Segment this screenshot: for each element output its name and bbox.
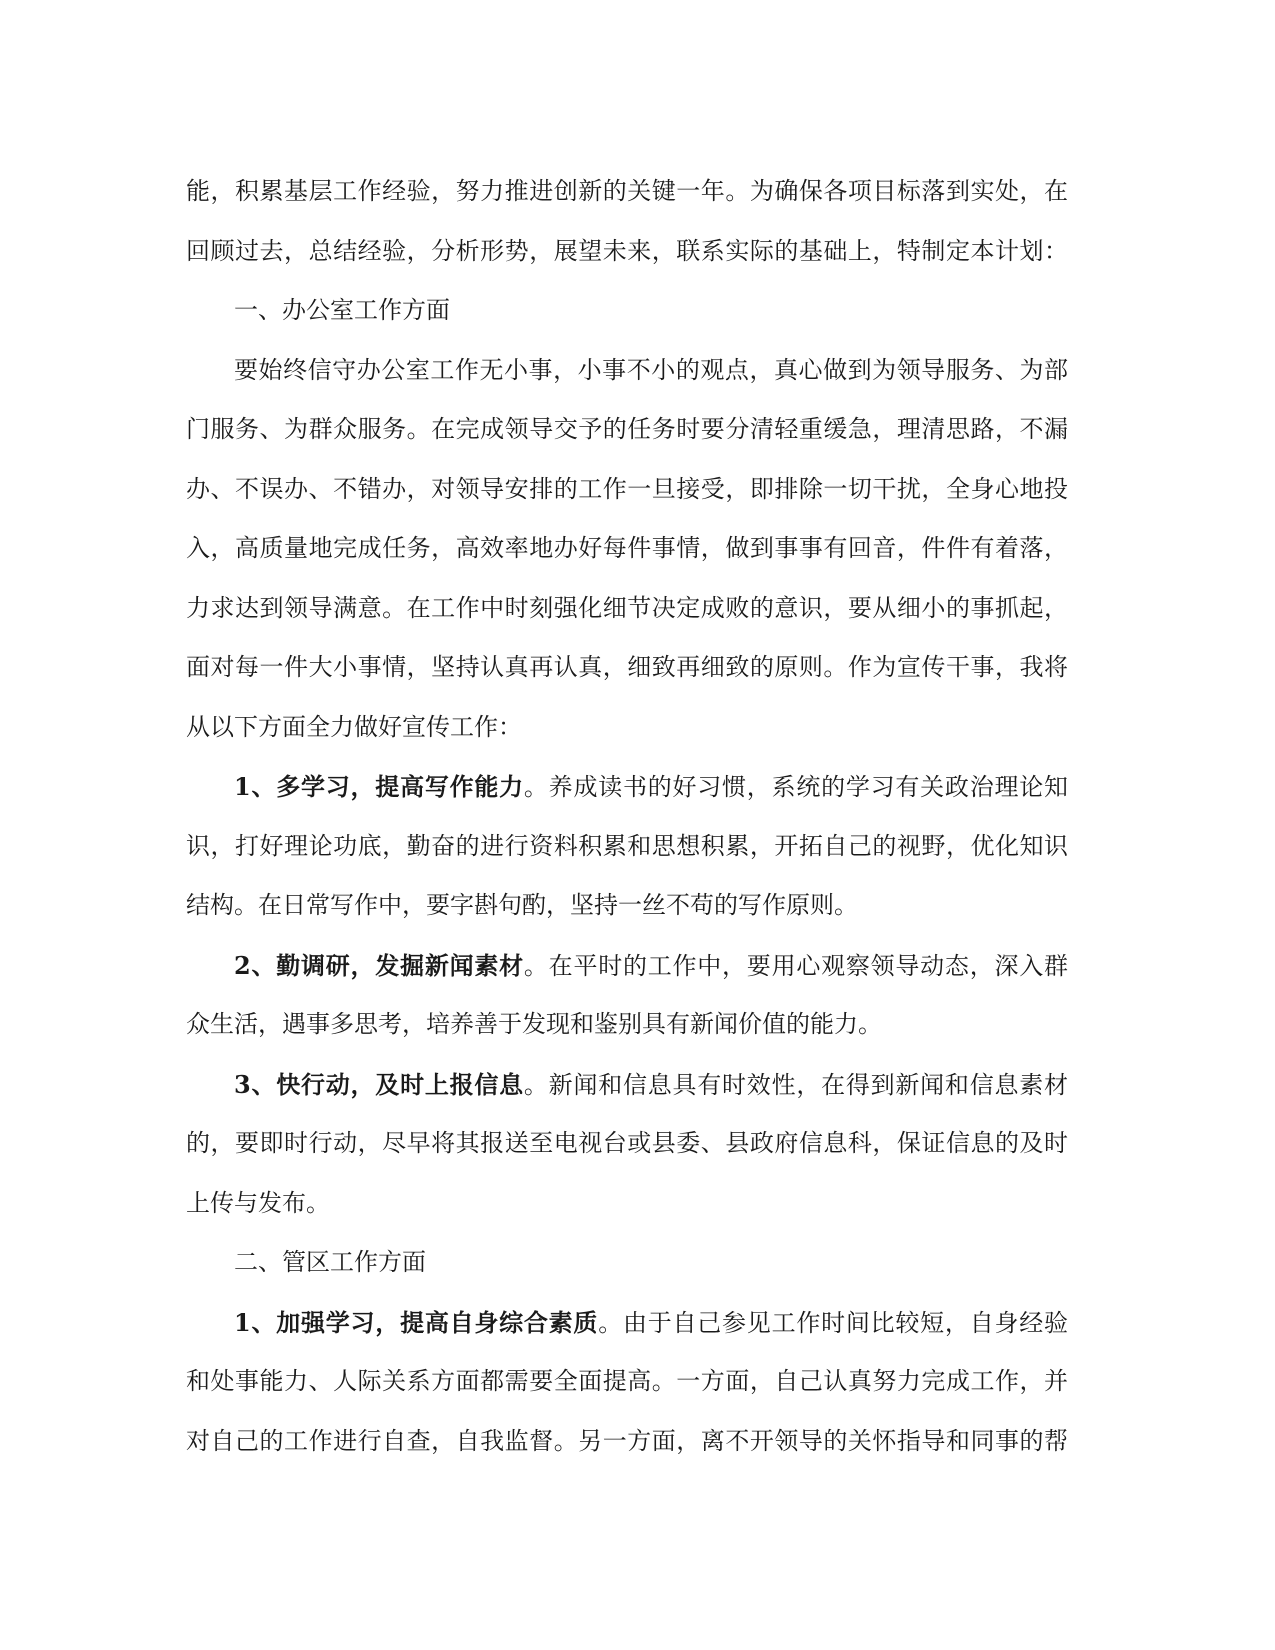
line-text: 从以下方面全力做好宣传工作： xyxy=(186,712,522,741)
text-line xyxy=(186,1114,1068,1174)
text-line xyxy=(186,995,1068,1055)
bold-heading: 3、快行动，及时上报信息 xyxy=(234,1069,524,1099)
line-text: 。在平时的工作中，要用心观察领导动态，深入群 xyxy=(523,951,1069,980)
line-text: 入，高质量地完成任务，高效率地办好每件事情，做到事事有回音，件件有着落， xyxy=(186,534,1068,562)
text-line xyxy=(186,281,1068,341)
line-text: 识，打好理论功底，勤奋的进行资料积累和思想积累，开拓自己的视野，优化知识 xyxy=(186,831,1068,860)
text-line xyxy=(186,222,1068,282)
line-text: 众生活，遇事多思考，培养善于发现和鉴别具有新闻价值的能力。 xyxy=(186,1010,882,1038)
text-line xyxy=(186,757,1068,817)
text-line xyxy=(186,460,1068,520)
text-line xyxy=(186,1293,1068,1353)
bold-heading: 1、多学习，提高写作能力 xyxy=(234,772,524,801)
line-text: 。新闻和信息具有时效性，在得到新闻和信息素材 xyxy=(523,1070,1069,1099)
line-text: 回顾过去，总结经验，分析形势，展望未来，联系实际的基础上，特制定本计划： xyxy=(186,236,1068,265)
text-line xyxy=(186,936,1068,996)
text-line xyxy=(186,698,1068,758)
line-text: 要始终信守办公室工作无小事，小事不小的观点，真心做到为领导服务、为部 xyxy=(234,355,1068,384)
bold-heading: 2、勤调研，发掘新闻素材 xyxy=(234,950,524,980)
line-text: 门服务、为群众服务。在完成领导交予的任务时要分清轻重缓急，理清思路，不漏 xyxy=(186,415,1068,443)
line-text: 力求达到领导满意。在工作中时刻强化细节决定成败的意识，要从细小的事抓起， xyxy=(186,593,1068,622)
line-text: 面对每一件大小事情，坚持认真再认真，细致再细致的原则。作为宣传干事，我将 xyxy=(186,653,1068,681)
line-text: 办、不误办、不错办，对领导安排的工作一旦接受，即排除一切干扰，全身心地投 xyxy=(186,474,1068,503)
line-text: 。养成读书的好习惯，系统的学习有关政治理论知 xyxy=(523,773,1069,801)
text-line xyxy=(186,638,1068,698)
line-text: 。由于自己参见工作时间比较短，自身经验 xyxy=(598,1308,1068,1337)
line-text: 和处事能力、人际关系方面都需要全面提高。一方面，自己认真努力完成工作，并 xyxy=(186,1367,1068,1395)
text-line xyxy=(186,876,1068,936)
document-body xyxy=(186,162,1068,1471)
line-text: 对自己的工作进行自查，自我监督。另一方面，离不开领导的关怀指导和同事的帮 xyxy=(186,1426,1068,1455)
line-text: 上传与发布。 xyxy=(186,1188,330,1217)
text-line xyxy=(186,1055,1068,1115)
text-line xyxy=(186,519,1068,579)
line-text: 的，要即时行动，尽早将其报送至电视台或县委、县政府信息科，保证信息的及时 xyxy=(186,1129,1068,1157)
text-line xyxy=(186,1174,1068,1234)
text-line xyxy=(186,817,1068,877)
text-line xyxy=(186,341,1068,401)
text-line xyxy=(186,162,1068,222)
text-line xyxy=(186,400,1068,460)
line-text: 结构。在日常写作中，要字斟句酌，坚持一丝不苟的写作原则。 xyxy=(186,891,858,919)
line-text: 一、办公室工作方面 xyxy=(234,296,450,324)
text-line xyxy=(186,1412,1068,1472)
text-line xyxy=(186,579,1068,639)
line-text: 能，积累基层工作经验，努力推进创新的关键一年。为确保各项目标落到实处，在 xyxy=(186,177,1068,205)
text-line xyxy=(186,1352,1068,1412)
bold-heading: 1、加强学习，提高自身综合素质 xyxy=(234,1307,599,1337)
line-text: 二、管区工作方面 xyxy=(234,1248,426,1276)
text-line xyxy=(186,1233,1068,1293)
